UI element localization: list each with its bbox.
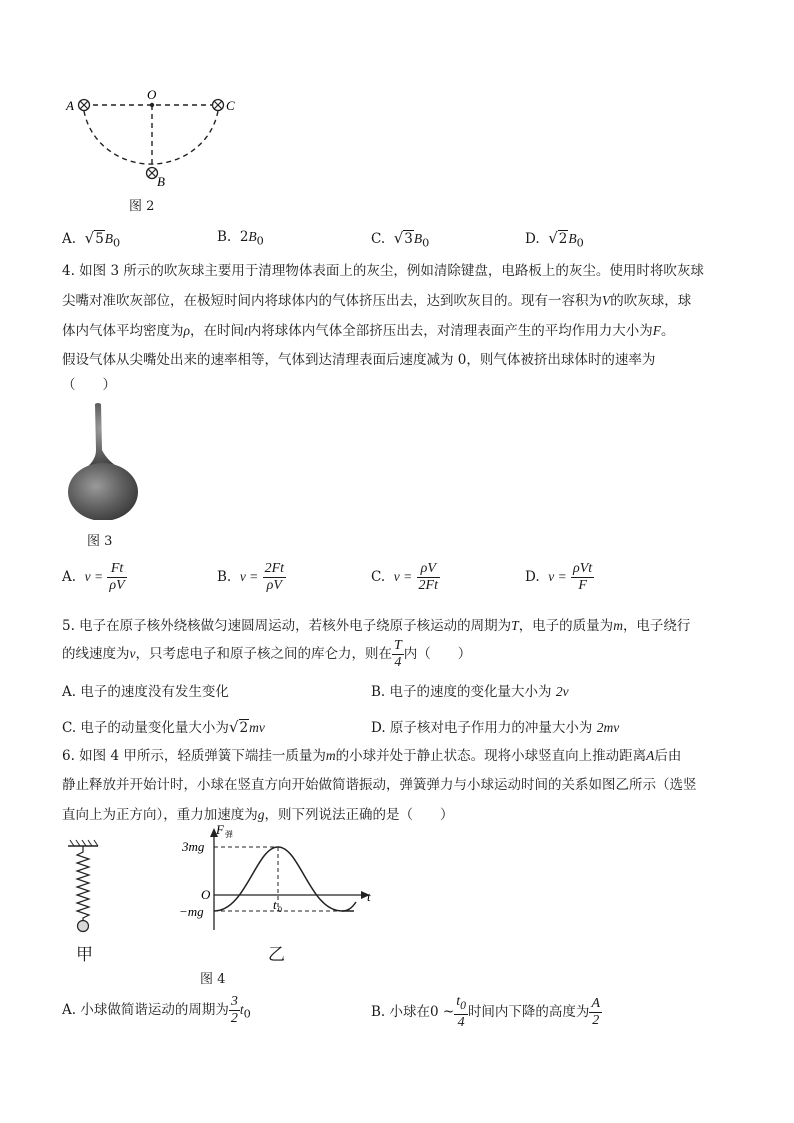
q6-line-1: 6. 如图 4 甲所示，轻质弹簧下端挂一质量为m的小球并处于静止状态。现将小球竖直向上推动距离A后由 [62, 748, 682, 764]
axis-y-sub: 弹 [225, 830, 233, 839]
q4-line-2: 尖嘴对准吹灰部位，在极短时间内将球体内的气体挤压出去，达到吹灰目的。现有一容积为V的吹灰球，球 [62, 293, 692, 309]
q3-option-b[interactable]: B. $2B_0$ [217, 229, 264, 248]
q4-line-4: 假设气体从尖嘴处出来的速率相等，气体到达清理表面后速度减为 0，则气体被挤出球体时的速率为 [62, 352, 656, 368]
fig4-label-yi: 乙 [268, 945, 285, 965]
q4-line-3: 体内气体平均密度为ρ，在时间t内将球体内气体全部挤压出去，对清理表面产生的平均作用力大小为F。 [62, 323, 675, 339]
x-tick-t0-sub: 0 [278, 905, 282, 914]
axis-x-label: t [367, 889, 371, 904]
q4-option-a[interactable]: A. v = $\frac{Ft}{\rho V}$ [62, 561, 125, 593]
q3-option-c[interactable]: C. $√3B_0$ [371, 229, 430, 250]
q5-stem-line-2: 的线速度为v，只考虑电子和原子核之间的库仑力，则在 $\frac{T}{4}$ 内（ ） [62, 638, 472, 670]
origin-label: O [201, 887, 211, 902]
q5-option-d[interactable]: D. 原子核对电子作用力的冲量大小为 2mv [371, 720, 620, 736]
q6-line-3: 直向上为正方向），重力加速度为g，则下列说法正确的是（ ） [62, 807, 454, 823]
fig2-label-a: A [66, 98, 74, 113]
q5-option-a[interactable]: A. 电子的速度没有发生变化 [62, 684, 229, 700]
q3-option-d[interactable]: D. $√2B_0$ [525, 229, 584, 250]
fig2-label-o: O [147, 87, 157, 102]
q5-stem-line-1: 5. 电子在原子核外绕核做匀速圆周运动，若核外电子绕原子核运动的周期为T，电子的质量为m，电子绕行 [62, 618, 691, 634]
figure-4-yi-force-graph [168, 822, 383, 942]
q4-option-d[interactable]: D. v = $\frac{\text{ρVt}}{F}$ [525, 561, 593, 593]
fig2-point-o [150, 103, 154, 107]
q6-option-a[interactable]: A. 小球做简谐运动的周期为 $\frac{3}{2}$ $t_0$ [62, 994, 251, 1026]
q4-option-b[interactable]: B. v = $\frac{2Ft}{\rho V}$ [217, 561, 285, 593]
q6-line-2: 静止释放并开始计时，小球在竖直方向开始做简谐振动，弹簧弹力与小球运动时间的关系如图乙所示（选竖 [62, 777, 697, 793]
q3-option-a[interactable]: A. $√5B_0$ [62, 229, 121, 250]
q4-line-1: 4. 如图 3 所示的吹灰球主要用于清理物体表面上的灰尘，例如清除键盘，电路板上的灰尘。使用时将吹灰球 [62, 263, 704, 279]
q6-option-b[interactable]: B. 小球在0 ~ $\frac{t_0}{4}$ 时间内下降的高度为 $\frac{A}{2}$ [371, 994, 600, 1030]
q5-option-c[interactable]: C. 电子的动量变化量大小为√2mv [62, 718, 265, 736]
fig4-caption: 图 4 [200, 972, 226, 987]
fig4-label-jia: 甲 [76, 945, 93, 965]
y-tick-3mg: 3mg [182, 839, 205, 854]
q4-option-c[interactable]: C. v = $\frac{\rho V}{2Ft}$ [371, 561, 438, 593]
q4-stem [62, 257, 734, 395]
option-letter: A. [62, 231, 77, 247]
figure-4-jia-spring [64, 838, 104, 938]
axis-y-label: F [216, 822, 224, 837]
fig2-caption: 图 2 [129, 199, 155, 214]
fig2-dashed-arc [84, 111, 218, 164]
q5-option-b[interactable]: B. 电子的速度的变化量大小为 2v [371, 684, 569, 700]
wire-into-page-icon-c [213, 100, 224, 111]
q4-answer-paren: （ ） [62, 377, 116, 393]
fig4-ball [78, 921, 89, 932]
figure-3-blower-bulb-image [64, 400, 144, 520]
q6-stem [62, 741, 734, 830]
fig2-label-b: B [157, 174, 165, 189]
wire-into-page-icon-a [79, 100, 90, 111]
wire-into-page-icon-b [147, 168, 158, 179]
graph-force-curve [214, 847, 354, 911]
x-tick-t0: t [273, 897, 277, 912]
y-tick-minus-mg: −mg [179, 904, 204, 919]
fig3-caption: 图 3 [87, 534, 113, 549]
fig2-label-c: C [226, 98, 235, 113]
figure-2-diagram [60, 85, 260, 195]
